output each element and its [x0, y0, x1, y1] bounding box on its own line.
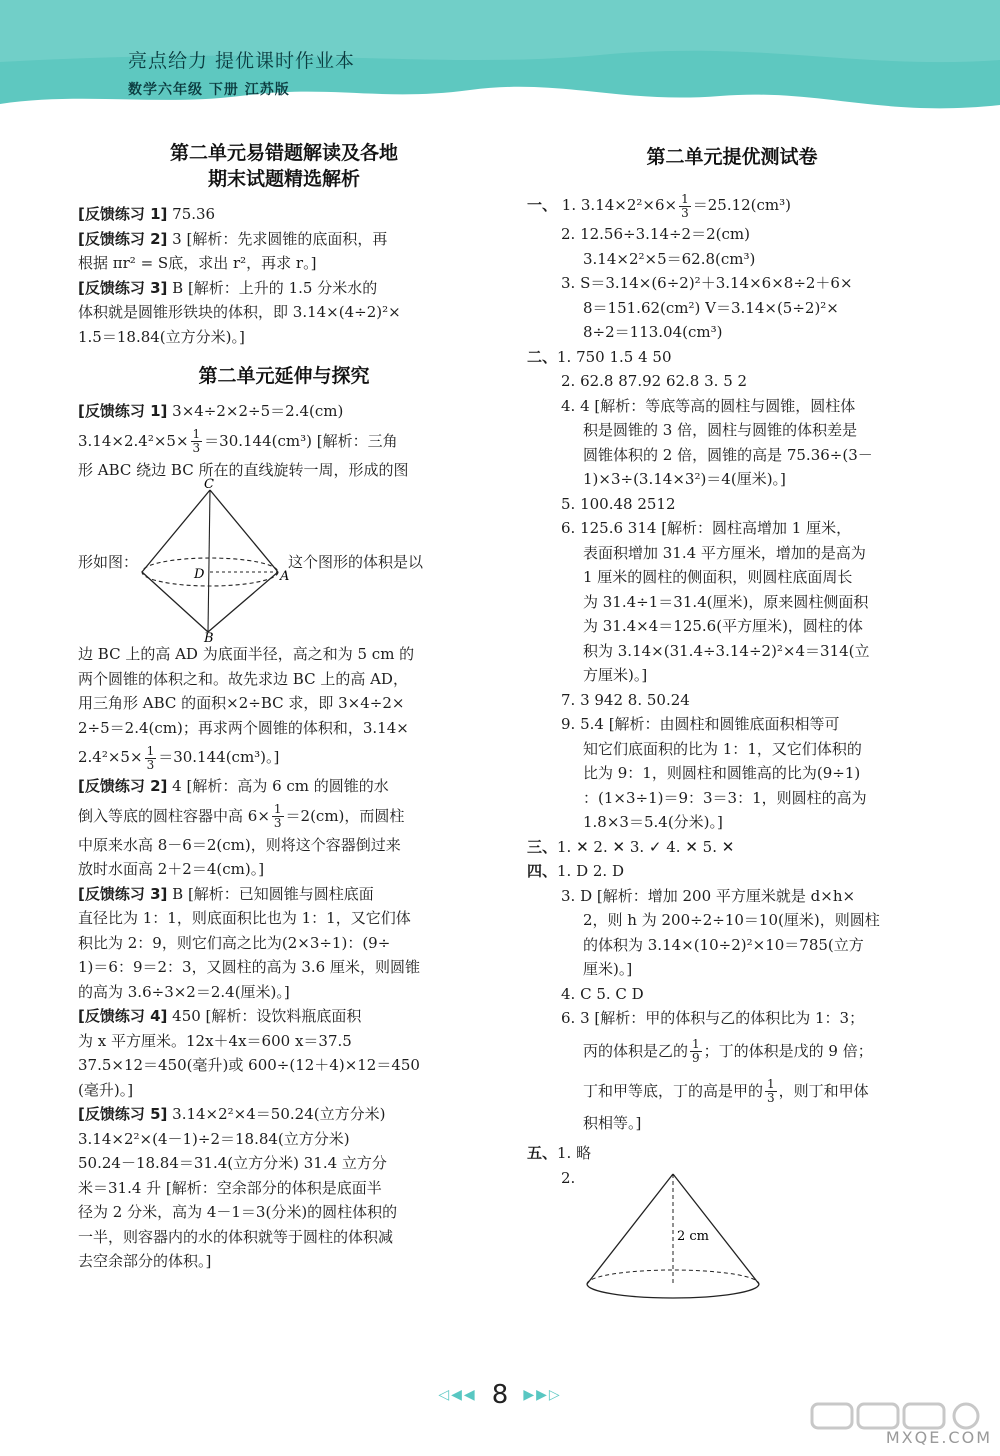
part-2-q7: 7. 3 942 8. 50.24: [561, 690, 690, 709]
part-2-q6-line: 1 厘米的圆柱的侧面积，则圆柱底面周长: [583, 568, 853, 586]
part-2-q9-line: ：(1×3÷1)＝9：3＝3：1，则圆柱的高为: [583, 788, 867, 807]
part-2-q9-line: 1.8×3＝5.4(分米)。]: [583, 813, 723, 831]
page-number: 8: [491, 1380, 509, 1410]
ext-feedback-1-line: 两个圆锥的体积之和。故先求边 BC 上的高 AD，: [78, 669, 408, 688]
part-2-q9-line: 知它们底面积的比为 1：1，又它们体积的: [583, 739, 862, 758]
feedback-3-line: 体积就是圆锥形铁块的体积，即 3.14×(4÷2)²×: [78, 303, 401, 321]
ext-feedback-5-line: 径为 2 分米，高为 4－1＝3(分米)的圆柱体积的: [78, 1203, 398, 1221]
fraction: $\frac{1}{3}$: [681, 191, 689, 220]
part-1-q3-line: 8÷2＝113.04(cm³): [583, 323, 723, 341]
ext-feedback-5: [反馈练习 5] 3.14×2²×4＝50.24(立方分米): [78, 1105, 386, 1123]
part-1-q1: 一、 1. 3.14×2²×6× $\frac{1}{3}$ ＝25.12(cm³): [527, 191, 792, 220]
left-column: [78, 140, 490, 1274]
fraction: $\frac{1}{3}$: [273, 802, 282, 830]
part-4-q6-line: 丁和甲等底，丁的高是甲的 $\frac{1}{3}$ ，则丁和甲体: [583, 1077, 869, 1105]
label-a: A: [280, 569, 290, 584]
ext-feedback-1-line: 2.4²×5× $\frac{1}{3}$ ＝30.144(cm³)。]: [78, 743, 280, 772]
part-2-q1: 二、1. 750 1.5 4 50: [527, 347, 672, 366]
ext-feedback-2: [反馈练习 2] 4 [解析：高为 6 cm 的圆锥的水: [78, 777, 389, 795]
section-title-extension: 第二单元延伸与探究: [198, 365, 370, 387]
part-4-q3-line: 2，则 h 为 200÷2÷10＝10(厘米)，则圆柱: [583, 911, 880, 929]
figure-row: [78, 477, 490, 646]
fraction: $\frac{1}{3}$: [192, 427, 201, 455]
ext-feedback-5-line: 50.24－18.84＝31.4(立方分米) 31.4 立方分: [78, 1154, 387, 1172]
part-4-q6-line: 丙的体积是乙的 $\frac{1}{9}$ ；丁的体积是戊的 9 倍；: [583, 1037, 873, 1065]
part-4-q4: 4. C 5. C D: [561, 984, 644, 1003]
ext-feedback-5-line: 米＝31.4 升 [解析：空余部分的体积是底面半: [78, 1178, 382, 1197]
part-2-q4-line: 积是圆锥的 3 倍，圆柱与圆锥的体积差是: [583, 421, 858, 439]
part-5-q2: [527, 1166, 937, 1306]
ext-feedback-1-line: 2÷5＝2.4(cm)；再求两个圆锥的体积和，3.14×: [78, 718, 409, 737]
feedback-3: [反馈练习 3] B [解析：上升的 1.5 分米水的: [78, 278, 378, 297]
part-2-q9: 9. 5.4 [解析：由圆柱和圆锥底面积相等可: [561, 715, 840, 733]
ext-feedback-4: [反馈练习 4] 450 [解析：设饮料瓶底面积: [78, 1007, 362, 1025]
ext-feedback-1-line: 3.14×2.4²×5× $\frac{1}{3}$ ＝30.144(cm³) [解析：三角: [78, 427, 398, 455]
ext-feedback-4-line: 37.5×12＝450(毫升)或 600÷(12＋4)×12＝450: [78, 1056, 420, 1074]
ext-feedback-1-line: 用三角形 ABC 的面积×2÷BC 求，即 3×4÷2×: [78, 694, 405, 712]
ext-feedback-3-line: 的高为 3.6÷3×2＝2.4(厘米)。]: [78, 982, 290, 1001]
feedback-2-line: 根据 πr² = S底，求出 r²，再求 r。]: [78, 254, 317, 272]
next-arrows-icon: ▶▶▷: [523, 1387, 562, 1403]
book-series-title: 亮点给力 提优课时作业本: [128, 50, 356, 72]
header-text: [128, 46, 355, 99]
cone-figure: [583, 1172, 763, 1304]
ext-feedback-3: [反馈练习 3] B [解析：已知圆锥与圆柱底面: [78, 884, 374, 903]
ext-feedback-2-line: 放时水面高 2＋2＝4(cm)。]: [78, 860, 265, 878]
feedback-3-line: 1.5＝18.84(立方分米)。]: [78, 327, 245, 346]
ext-feedback-4-line: (毫升)。]: [78, 1080, 134, 1099]
section-title-errors: 第二单元易错题解读及各地: [169, 142, 398, 164]
figure-caption-left: 形如图：: [78, 552, 139, 571]
part-2-q6-line: 方厘米)。]: [583, 666, 648, 684]
part-2-q2: 2. 62.8 87.92 62.8 3. 5 2: [561, 372, 748, 390]
part-1-q2: 2. 12.56÷3.14÷2＝2(cm): [561, 225, 750, 243]
part-2-q4-line: 圆锥体积的 2 倍，圆锥的高是 75.36÷(3－: [583, 445, 873, 464]
part-4-q3-line: 的体积为 3.14×(10÷2)²×10＝785(立方: [583, 935, 864, 954]
part-2-q6-line: 积为 3.14×(31.4÷3.14÷2)²×4＝314(立: [583, 641, 870, 660]
ext-feedback-4-line: 为 x 平方厘米。12x＋4x＝600 x＝37.5: [78, 1031, 352, 1050]
feedback-2: [反馈练习 2] 3 [解析：先求圆锥的底面积，再: [78, 229, 388, 248]
watermark-text: MXQE.COM: [885, 1428, 992, 1447]
book-grade-label: 数学六年级 下册 江苏版: [128, 82, 290, 98]
part-4-q3: 3. D [解析：增加 200 平方厘米就是 d×h×: [561, 886, 856, 905]
part-4-q6-line: 积相等。]: [583, 1113, 642, 1132]
part-5-q2-number: 2.: [561, 1168, 576, 1187]
ext-feedback-1: [反馈练习 1] 3×4÷2×2÷5＝2.4(cm): [78, 402, 344, 420]
ext-feedback-5-line: 一半，则容器内的水的体积就等于圆柱的体积减: [78, 1227, 394, 1246]
part-2-q4: 4. 4 [解析：等底等高的圆柱与圆锥，圆柱体: [561, 396, 856, 415]
label-c: C: [204, 477, 214, 492]
part-2-q6-line: 为 31.4÷1＝31.4(厘米)，原来圆柱侧面积: [583, 592, 869, 611]
feedback-1: [反馈练习 1] 75.36: [78, 205, 216, 223]
prev-arrows-icon: ◁◀◀: [438, 1387, 477, 1403]
ext-feedback-5-line: 去空余部分的体积。]: [78, 1252, 212, 1270]
double-cone-figure: [138, 477, 290, 646]
ext-feedback-5-line: 3.14×2²×(4－1)÷2＝18.84(立方分米): [78, 1129, 350, 1148]
ext-feedback-3-line: 积比为 2：9，则它们高之比为(2×3÷1)：(9÷: [78, 933, 391, 952]
part-4-q1: 四、1. D 2. D: [527, 862, 624, 880]
right-column: [527, 140, 937, 1306]
part-4-q3-line: 厘米)。]: [583, 960, 633, 978]
ext-feedback-2-line: 中原来水高 8－6＝2(cm)，则将这个容器倒过来: [78, 835, 401, 854]
part-2-q5: 5. 100.48 2512: [561, 494, 676, 513]
part-4-q6: 6. 3 [解析：甲的体积与乙的体积比为 1：3；: [561, 1009, 865, 1027]
part-2-q6-line: 为 31.4×4＝125.6(平方厘米)，圆柱的体: [583, 617, 863, 635]
part-2-q4-line: 1)×3÷(3.14×3²)＝4(厘米)。]: [583, 470, 786, 488]
ext-feedback-1-line: 边 BC 上的高 AD 为底面半径，高之和为 5 cm 的: [78, 645, 415, 663]
part-1-q3: 3. S＝3.14×(6÷2)²＋3.14×6×8÷2＋6×: [561, 274, 853, 292]
ext-feedback-3-line: 1)＝6：9＝2：3，又圆柱的高为 3.6 厘米，则圆锥: [78, 958, 420, 976]
fraction: $\frac{1}{9}$: [692, 1037, 700, 1065]
ext-feedback-2-line: 倒入等底的圆柱容器中高 6× $\frac{1}{3}$ ＝2(cm)，而圆柱: [78, 802, 405, 830]
ext-feedback-3-line: 直径比为 1：1，则底面积比也为 1：1，又它们体: [78, 909, 411, 927]
fraction: $\frac{1}{3}$: [146, 743, 155, 772]
section-title-test: 第二单元提优测试卷: [646, 146, 818, 168]
part-1-q3-line: 8＝151.62(cm²) V＝3.14×(5÷2)²×: [583, 298, 839, 317]
label-d: D: [194, 567, 205, 582]
cone-height-label: 2 cm: [677, 1228, 710, 1244]
part-1-q2-line: 3.14×2²×5＝62.8(cm³): [583, 249, 756, 268]
part-2-q6: 6. 125.6 314 [解析：圆柱高增加 1 厘米，: [561, 519, 852, 537]
fraction: $\frac{1}{3}$: [767, 1077, 775, 1105]
figure-caption-right: 这个图形的体积是以: [288, 552, 424, 571]
part-2-q6-line: 表面积增加 31.4 平方厘米，增加的是高为: [583, 543, 866, 562]
part-2-q9-line: 比为 9：1，则圆柱和圆锥高的比为(9÷1): [583, 764, 861, 782]
part-5-q1: 五、1. 略: [527, 1144, 592, 1162]
part-3: 三、1. ✕ 2. ✕ 3. ✓ 4. ✕ 5. ✕: [527, 837, 735, 856]
ext-feedback-1-line: 形 ABC 绕边 BC 所在的直线旋转一周，形成的图: [78, 460, 409, 479]
label-b: B: [204, 631, 214, 646]
section-subtitle-errors: 期末试题精选解析: [207, 168, 360, 190]
